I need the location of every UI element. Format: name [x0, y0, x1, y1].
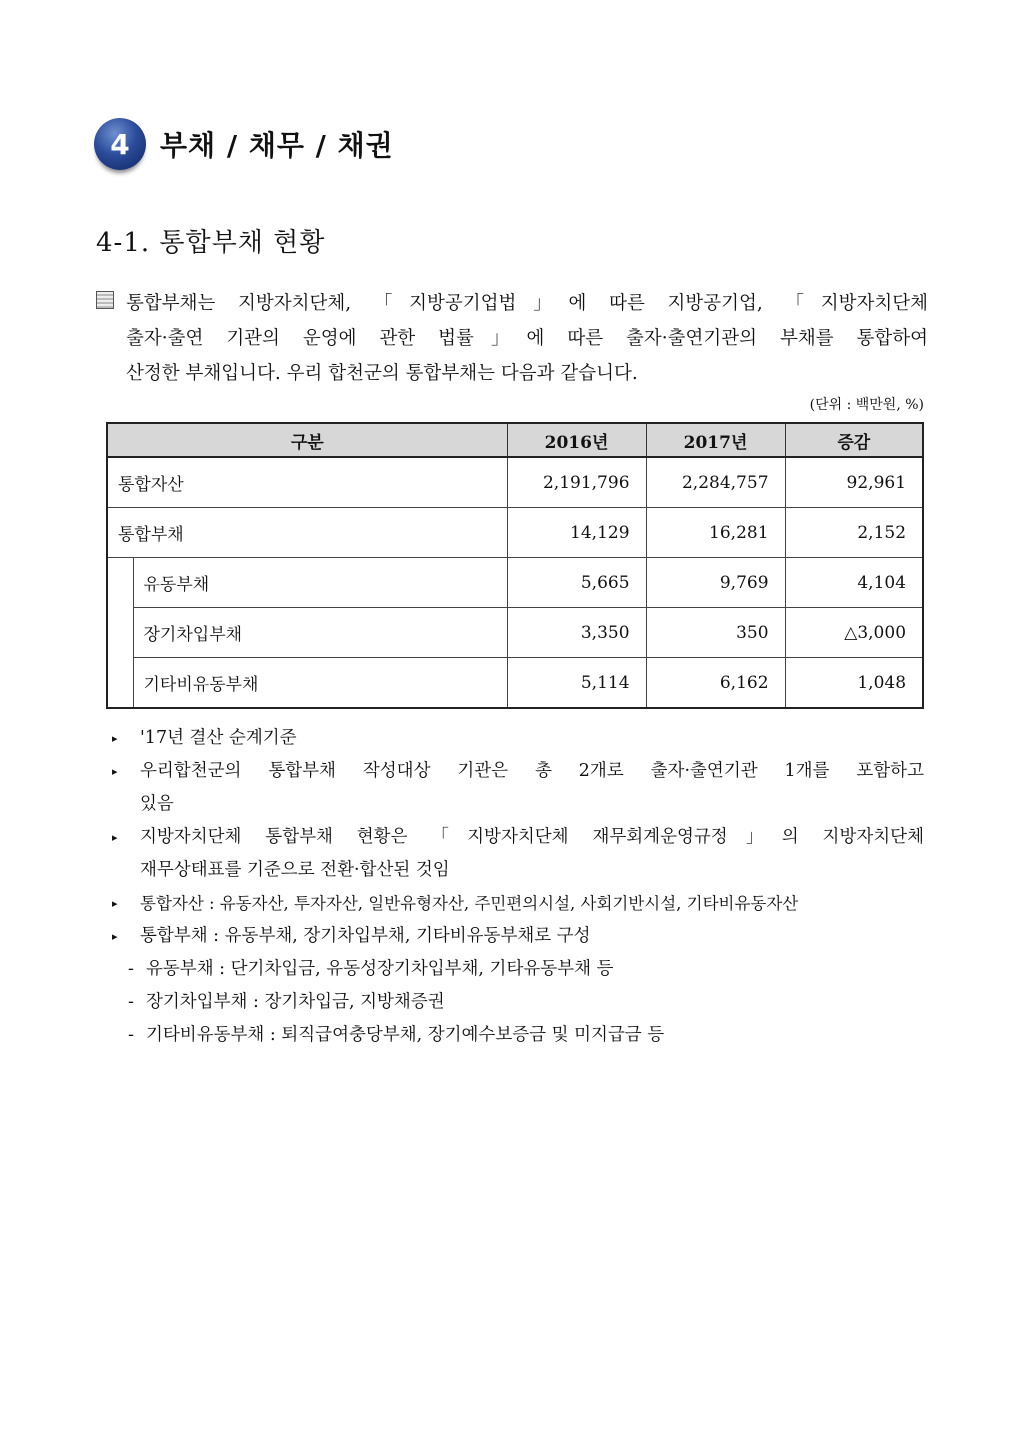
triangle-bullet-icon: ▸ — [112, 831, 118, 844]
value-2016: 2,191,796 — [507, 457, 646, 508]
table-row — [107, 508, 923, 558]
note-line: 우리합천군의 통합부채 작성대상 기관은 총 2개로 출자·출연기관 1개를 포함하고 — [140, 761, 924, 781]
note-line: 재무상태표를 기준으로 전환·합산된 것임 — [140, 860, 450, 880]
sub-note-text: 장기차입부채 : 장기차입금, 지방채증권 — [146, 992, 445, 1012]
section-number-badge: 4 — [94, 118, 146, 170]
header-category: 구분 — [107, 423, 507, 457]
header-2016: 2016년 — [507, 423, 646, 457]
list-item — [112, 821, 924, 887]
value-2016: 3,350 — [507, 608, 646, 658]
list-item — [112, 755, 924, 821]
section-header — [94, 118, 394, 170]
note-line: 통합자산 : 유동자산, 투자자산, 일반유형자산, 주민편의시설, 사회기반시설, 기타비유동자산 — [140, 894, 799, 913]
list-item — [112, 920, 924, 953]
row-label: 통합자산 — [107, 457, 507, 508]
subsection-title: 4-1. 통합부채 현황 — [96, 228, 326, 258]
list-item — [112, 722, 924, 755]
triangle-bullet-icon: ▸ — [112, 765, 118, 778]
indent-spacer — [107, 558, 133, 709]
dash-marker: - — [128, 992, 134, 1012]
value-2016: 14,129 — [507, 508, 646, 558]
value-2017: 6,162 — [646, 658, 785, 709]
intro-paragraph — [96, 286, 928, 391]
table-row — [107, 658, 923, 709]
header-2017: 2017년 — [646, 423, 785, 457]
value-change: 92,961 — [785, 457, 923, 508]
value-2017: 16,281 — [646, 508, 785, 558]
sub-note-text: 유동부채 : 단기차입금, 유동성장기차입부채, 기타유동부채 등 — [146, 959, 614, 979]
value-change: 2,152 — [785, 508, 923, 558]
list-item — [112, 887, 924, 920]
header-change: 증감 — [785, 423, 923, 457]
table-row — [107, 558, 923, 608]
notes-list — [112, 722, 924, 1052]
triangle-bullet-icon: ▸ — [112, 930, 118, 943]
value-change: 1,048 — [785, 658, 923, 709]
row-label: 유동부채 — [133, 558, 507, 608]
table-row — [107, 608, 923, 658]
value-2016: 5,665 — [507, 558, 646, 608]
row-label: 통합부채 — [107, 508, 507, 558]
table-header-row — [107, 423, 923, 457]
triangle-bullet-icon: ▸ — [112, 732, 118, 745]
intro-line: 통합부채는 지방자치단체, 「지방공기업법」에 따른 지방공기업, 「지방자치단체 — [126, 293, 928, 314]
value-2017: 350 — [646, 608, 785, 658]
dash-marker: - — [128, 959, 134, 979]
note-line: 있음 — [140, 794, 174, 814]
intro-line: 산정한 부채입니다. 우리 합천군의 통합부채는 다음과 같습니다. — [126, 363, 638, 384]
table-row — [107, 457, 923, 508]
value-change: 4,104 — [785, 558, 923, 608]
value-2017: 2,284,757 — [646, 457, 785, 508]
sub-list-item — [112, 986, 924, 1019]
sub-note-text: 기타비유동부채 : 퇴직급여충당부채, 장기예수보증금 및 미지급금 등 — [146, 1025, 665, 1045]
row-label: 기타비유동부채 — [133, 658, 507, 709]
value-2017: 9,769 — [646, 558, 785, 608]
note-line: '17년 결산 순계기준 — [140, 728, 297, 748]
dash-marker: - — [128, 1025, 134, 1045]
square-bullet-icon — [96, 291, 114, 309]
sub-list-item — [112, 953, 924, 986]
row-label: 장기차입부채 — [133, 608, 507, 658]
note-line: 통합부채 : 유동부채, 장기차입부채, 기타비유동부채로 구성 — [140, 926, 591, 946]
intro-line: 출자·출연 기관의 운영에 관한 법률」에 따른 출자·출연기관의 부채를 통합하여 — [126, 328, 928, 349]
value-2016: 5,114 — [507, 658, 646, 709]
triangle-bullet-icon: ▸ — [112, 897, 118, 910]
sub-list-item — [112, 1019, 924, 1052]
consolidated-liabilities-table — [106, 422, 924, 709]
section-title: 부채 / 채무 / 채권 — [160, 129, 394, 162]
unit-note: (단위 : 백만원, %) — [809, 397, 924, 413]
value-change: △3,000 — [785, 608, 923, 658]
note-line: 지방자치단체 통합부채 현황은 「지방자치단체 재무회계운영규정」의 지방자치단체 — [140, 827, 924, 847]
